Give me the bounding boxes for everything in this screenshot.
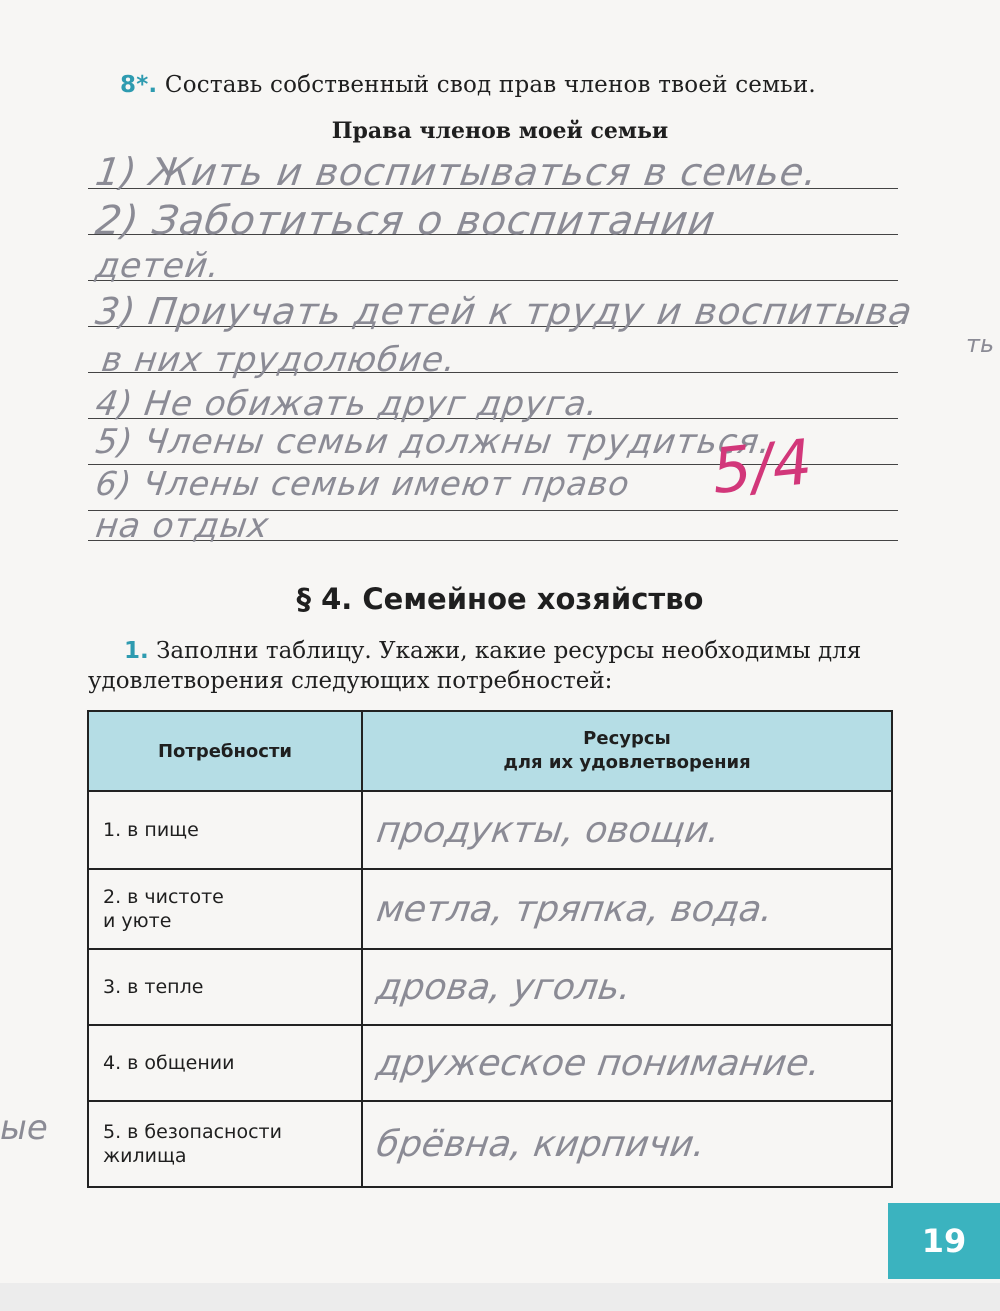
task-1-prompt <box>88 636 898 696</box>
table-header-row <box>88 711 892 791</box>
need-cell <box>88 1101 362 1187</box>
scan-edge <box>0 1283 1000 1311</box>
table-row <box>88 949 892 1025</box>
need-label: 2. в чистоте и уюте <box>103 886 224 932</box>
handwritten-line-2: 2) Заботиться о воспитании <box>92 198 719 244</box>
need-cell <box>88 791 362 869</box>
margin-note-left: ые <box>0 1108 48 1148</box>
task-8-number: 8*. <box>120 72 158 98</box>
need-cell <box>88 869 362 949</box>
handwritten-line-5: в них трудолюбие. <box>99 340 459 380</box>
section-title: § 4. Семейное хозяйство <box>296 582 704 616</box>
handwritten-line-8: 6) Члены семьи имеют право <box>93 464 633 503</box>
task-8-prompt <box>120 72 900 98</box>
resource-answer: брёвна, кирпичи. <box>374 1123 708 1165</box>
handwritten-line-3: детей. <box>93 246 223 286</box>
task-1-number: 1. <box>124 638 149 664</box>
task-8-text: Составь собственный свод прав членов твоей семьи. <box>164 72 816 98</box>
resource-answer: метла, тряпка, вода. <box>374 888 776 930</box>
need-label: 4. в общении <box>103 1052 235 1074</box>
header-resources <box>362 711 892 791</box>
rights-heading: Права членов моей семьи <box>331 118 669 144</box>
handwritten-line-4: 3) Приучать детей к труду и воспитыва <box>92 290 916 333</box>
task-1-text: Заполни таблицу. Укажи, какие ресурсы необходимы для удовлетворения следующих потребностей: <box>88 638 862 694</box>
resource-cell <box>362 869 892 949</box>
need-cell <box>88 1025 362 1101</box>
need-label: 3. в тепле <box>103 976 204 998</box>
need-label: 5. в безопасности жилища <box>103 1121 282 1167</box>
header-needs: Потребности <box>88 711 362 791</box>
need-cell <box>88 949 362 1025</box>
needs-resources-table <box>87 710 893 1188</box>
resource-answer: продукты, овощи. <box>374 809 723 851</box>
page-number: 19 <box>888 1203 1000 1279</box>
handwritten-line-9: на отдых <box>93 506 272 546</box>
table-row <box>88 869 892 949</box>
table-row <box>88 791 892 869</box>
teacher-grade: 5/4 <box>708 424 816 509</box>
resource-answer: дружеское понимание. <box>374 1042 823 1084</box>
need-label: 1. в пище <box>103 819 199 841</box>
resource-cell <box>362 791 892 869</box>
margin-note-right: ть <box>966 330 995 358</box>
header-resources-label: Ресурсы для их удовлетворения <box>503 728 751 773</box>
resource-cell <box>362 949 892 1025</box>
table-row <box>88 1101 892 1187</box>
resource-cell <box>362 1101 892 1187</box>
handwritten-line-1: 1) Жить и воспитываться в семье. <box>92 150 821 194</box>
handwritten-line-7: 5) Члены семьи должны трудиться. <box>93 422 775 462</box>
resource-cell <box>362 1025 892 1101</box>
resource-answer: дрова, уголь. <box>374 966 634 1008</box>
handwritten-line-6: 4) Не обижать друг друга. <box>93 384 602 424</box>
table-row <box>88 1025 892 1101</box>
